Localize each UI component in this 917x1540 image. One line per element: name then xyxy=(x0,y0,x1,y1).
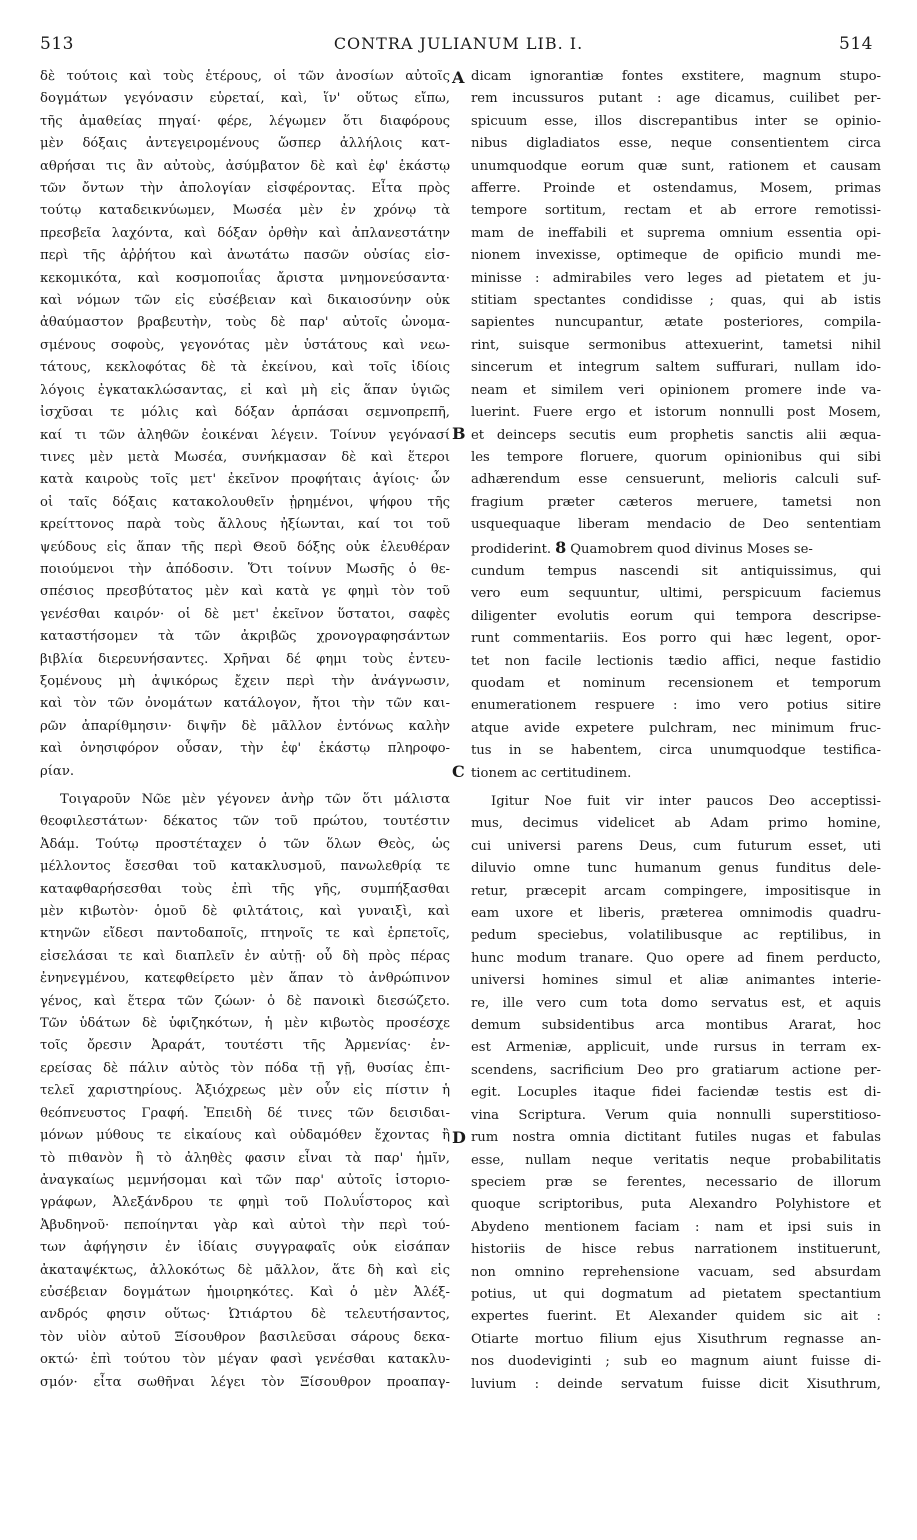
text-line: rum nostra omnia dictitant futiles nugas et fabulas xyxy=(471,1130,881,1146)
text-line: σπέσιος πρεσβύτατος μὲν καὶ κατὰ γε φημὶ τὸν τοῦ xyxy=(40,584,450,600)
text-line: καὶ νόμων τῶν εἰς εὐσέβειαν καὶ δικαιοσύνην οὐκ xyxy=(40,293,450,309)
text-line: βιβλία διερευνήσαντες. Χρῆναι δέ φημι τοὺς ἐντευ- xyxy=(40,651,450,667)
text-line: et deinceps secutis eum prophetis sanctis alii æqua- xyxy=(471,427,881,443)
text-line: diluvio omne tunc humanum genus funditus dele- xyxy=(471,861,881,877)
text-line: vero eum sequuntur, ultimi, perspicuum faciemus xyxy=(471,586,881,602)
text-line: luerint. Fuere ergo et istorum nonnulli post Mosem, xyxy=(471,405,881,421)
text-line: ἰσχῦσαι τε μόλις καὶ δόξαν ἁρπάσαι σεμνοπρεπῆ, xyxy=(40,405,450,421)
text-line: καὶ ὀνησιφόρον οὖσαν, τὴν ἐφ' ἑκάστῳ πληροφο- xyxy=(40,741,450,757)
text-line: μὲν δόξαις ἀντεγειρομένους ὥσπερ ἀλλήλοις κατ- xyxy=(40,136,450,152)
text-line: hunc modum tranare. Quo opere ad finem perducto, xyxy=(471,950,881,966)
text-line: retur, præcepit arcam compingere, impositisque in xyxy=(471,883,881,899)
text-line: neam et similem veri opinionem promere inde va- xyxy=(471,382,881,398)
latin-column xyxy=(471,66,881,1396)
text-line: scendens, sacrificium Deo pro gratiarum actione per- xyxy=(471,1062,881,1078)
text-line: Τῶν ὑδάτων δὲ ὑφιζηκότων, ἡ μὲν κιβωτὸς προσέσχε xyxy=(40,1016,450,1032)
text-line: ερείσας δὲ πάλιν αὐτὸς τὸν πόδα τῇ γῇ, θυσίας ἐπι- xyxy=(40,1060,450,1076)
text-line: unumquodque eorum quæ sunt, rationem et causam xyxy=(471,158,881,174)
text-line: nos duodeviginti ; sub eo magnum aiunt fuisse di- xyxy=(471,1354,881,1370)
text-line: τὸ πιθανὸν ἢ τὸ ἀληθὲς φασιν εἶναι τὰ παρ' ἡμῖν, xyxy=(40,1150,450,1166)
text-line: universi homines simul et aliæ animantes interie- xyxy=(471,973,881,989)
text-line: τῶν ὄντων τὴν ἀπολογίαν εἰσφέροντας. Εἶτα πρὸς xyxy=(40,181,450,197)
text-line: ἀθαύμαστον βραβευτὴν, τοὺς δὲ παρ' αὐτοῖς ὠνομα- xyxy=(40,315,450,331)
text-line: atque avide expetere pulchram, nec minimum fruc- xyxy=(471,720,881,736)
text-line: τῆς ἀμαθείας πηγαί· φέρε, λέγωμεν ὅτι διαφόρους xyxy=(40,113,450,129)
text-line: μόνων μύθους τε εἰκαίους καὶ οὐδαμόθεν ἔχοντας ἢ xyxy=(40,1128,450,1144)
text-line: μὲν κιβωτὸν· ὁμοῦ δὲ φιλτάτοις, καὶ γυναιξὶ, καὶ xyxy=(40,904,450,920)
margin-marker-a: A xyxy=(452,68,465,87)
text-line: τοῖς ὄρεσιν Ἀραράτ, τουτέστι τῆς Ἀρμενίας· ἐν- xyxy=(40,1038,450,1054)
text-line: Igitur Noe fuit vir inter paucos Deo acceptissi- xyxy=(491,794,881,809)
text-line: μέλλοντος ἔσεσθαι τοῦ κατακλυσμοῦ, πανωλεθρίᾳ τε xyxy=(40,859,450,875)
text-line: rint, suisque sermonibus attexuerint, tametsi nihil xyxy=(471,337,881,353)
text-line: οκτώ· ἐπὶ τούτου τὸν μέγαν φασὶ γενέσθαι κατακλυ- xyxy=(40,1352,450,1368)
text-line: runt commentariis. Eos porro qui hæc legent, opor- xyxy=(471,631,881,647)
text-line: les tempore floruere, quorum opinionibus qui sibi xyxy=(471,449,881,465)
text-line: σμόν· εἶτα σωθῆναι λέγει τὸν Ξίσουθρον προαπαγ- xyxy=(40,1374,450,1390)
text-line: historiis de hisce rebus narrationem instituerunt, xyxy=(471,1242,881,1258)
text-line: egit. Locuples itaque fidei faciendæ testis est di- xyxy=(471,1085,881,1101)
text-line: usquequaque liberam mendacio de Deo sententiam xyxy=(471,517,881,533)
text-line: ξομένους μὴ ἀψικόρως ἔχειν περὶ τὴν ἀνάγνωσιν, xyxy=(40,673,450,689)
text-line: enumerationem respuere : imo vero potius sitire xyxy=(471,698,881,714)
text-line: κατὰ καιροὺς τοῖς μετ' ἐκεῖνον προφήταις ἁγίοις· ὧν xyxy=(40,472,450,488)
text-line: tionem ac certitudinem. xyxy=(471,765,632,781)
text-line: δὲ τούτοις καὶ τοὺς ἑτέρους, οἱ τῶν ἀνοσίων αὐτοῖς xyxy=(40,69,450,84)
text-line: γενέσθαι καιρόν· οἱ δὲ μετ' ἐκεῖνον ὕστατοι, σαφὲς xyxy=(40,606,450,622)
text-line: καί τι τῶν ἀληθῶν ἐοικέναι λέγειν. Τοίνυν γεγόνασί xyxy=(40,427,450,443)
text-line: Otiarte mortuo filium ejus Xisuthrum regnasse an- xyxy=(471,1331,881,1347)
text-line: κεκομικότα, καὶ κοσμοποιΐας ἄριστα μνημονεύσαντα· xyxy=(40,270,450,286)
text-line: ποιούμενοι τὴν ἀπόδοσιν. Ὅτι τοίνυν Μωσῆς ὁ θε- xyxy=(40,561,450,577)
text-line: minisse : admirabiles vero leges ad pietatem et ju- xyxy=(471,270,881,286)
text-line: esse, nullam neque veritatis neque probabilitatis xyxy=(471,1152,881,1168)
text-segment: prodiderint. xyxy=(471,541,552,557)
margin-marker-b: B xyxy=(452,424,466,443)
text-line: tempore sortitum, rectam et ab errore remotissi- xyxy=(471,203,881,219)
text-line: ἐνηνεγμένου, κατεφθείρετο μὲν ἅπαν τὸ ἀνθρώπινον xyxy=(40,971,450,987)
text-line: καταφθαρήσεσθαι τοὺς ἐπὶ τῆς γῆς, συμπήξασθαι xyxy=(40,881,450,897)
text-line: vina Scriptura. Verum quia nonnulli superstitioso- xyxy=(471,1107,881,1123)
text-line: rem incussuros putant : age dicamus, cuilibet per- xyxy=(471,91,881,107)
text-line: καταστήσομεν τὰ τῶν ἀκριβῶς χρονογραφησάντων xyxy=(40,629,450,645)
margin-marker-c: C xyxy=(452,762,465,781)
text-line: quodam et nominum recensionem et temporum xyxy=(471,675,881,691)
text-line: mam de ineffabili et suprema omnium essentia opi- xyxy=(471,225,881,241)
text-line: non omnino reprehensione vacuam, sed absurdam xyxy=(471,1264,881,1280)
text-line: est Armeniæ, applicuit, unde rursus in terram ex- xyxy=(471,1040,881,1056)
text-line: εὐσέβειαν δογμάτων ἡμοιρηκότες. Καὶ ὁ μὲν Ἀλέξ- xyxy=(40,1284,450,1300)
text-line: pedum speciebus, volatilibusque ac reptilibus, in xyxy=(471,928,881,944)
right-page-number: 514 xyxy=(839,34,873,54)
text-line: τούτῳ καταδεικνύωμεν, Μωσέα μὲν ἐν χρόνῳ τὰ xyxy=(40,203,450,219)
text-line: τελεῖ χαριστηρίους. Ἀξιόχρεως μὲν οὖν εἰς πίστιν ἡ xyxy=(40,1083,450,1099)
greek-column xyxy=(40,66,450,1394)
text-line: ἀκαταψέκτως, ἀλλοκότως δὲ μᾶλλον, ἅτε δὴ καὶ εἰς xyxy=(40,1262,450,1278)
text-line: afferre. Proinde et ostendamus, Mosem, primas xyxy=(471,181,881,197)
text-line: κρείττονος παρὰ τοὺς ἄλλους ἠξίωνται, καί τοι τοῦ xyxy=(40,517,450,533)
text-line: dicam ignorantiæ fontes exstitere, magnum stupo- xyxy=(471,69,881,84)
text-line: θεόπνευστος Γραφή. Ἐπειδὴ δέ τινες τῶν δεισιδαι- xyxy=(40,1105,450,1121)
text-line: re, ille vero cum tota domo servatus est, et aquis xyxy=(471,995,881,1011)
text-line: potius, ut qui dogmatum ad pietatem spectantium xyxy=(471,1286,881,1302)
text-line: Τοιγαροῦν Νῶε μὲν γέγονεν ἀνὴρ τῶν ὅτι μάλιστα xyxy=(60,792,450,807)
text-line: Ἀδάμ. Τούτῳ προστέταχεν ὁ τῶν ὅλων Θεὸς, ὡς xyxy=(40,836,450,852)
text-line: ανδρός φησιν οὕτως· Ὠτιάρτου δὲ τελευτήσαντος, xyxy=(40,1307,450,1323)
text-line: πρεσβεῖα λαχόντα, καὶ δόξαν ὀρθὴν καὶ ἀπλανεστάτην xyxy=(40,225,450,241)
text-segment: Quamobrem quod divinus Moses se- xyxy=(570,541,813,557)
text-line: γένος, καὶ ἕτερα τῶν ζώων· ὁ δὲ πανοικὶ διεσώζετο. xyxy=(40,993,450,1009)
text-line: nionem invexisse, optimeque de opificio mundi me- xyxy=(471,248,881,264)
text-line: sapientes nuncupantur, ætate posteriores, compila- xyxy=(471,315,881,331)
text-line: quoque scriptoribus, puta Alexandro Polyhistore et xyxy=(471,1197,881,1213)
text-line: λόγοις ἐγκατακλώσαντας, εἰ καὶ μὴ εἰς ἅπαν ὑγιῶς xyxy=(40,382,450,398)
text-line: adhærendum esse censuerunt, melioris calculi suf- xyxy=(471,472,881,488)
text-line: tus in se habentem, circa unumquodque testifica- xyxy=(471,743,881,759)
text-line: Abydeno mentionem faciam : nam et ipsi suis in xyxy=(471,1219,881,1235)
text-line: τάτους, κεκλοφότας δὲ τὰ ἐκείνου, καὶ τοῖς ἰδίοις xyxy=(40,360,450,376)
text-line: θεοφιλεστάτων· δέκατος τῶν τοῦ πρώτου, τουτέστιν xyxy=(40,814,450,830)
text-line: καὶ τὸν τῶν ὀνομάτων κατάλογον, ἤτοι τὴν τῶν και- xyxy=(40,696,450,712)
text-line: περὶ τῆς ἀῤῥήτου καὶ ἀνωτάτω πασῶν οὐσίας εἰσ- xyxy=(40,248,450,264)
section-number: 8 xyxy=(555,537,567,557)
text-line: κτηνῶν εἴδεσι παντοδαποῖς, πτηνοῖς τε καὶ ἑρπετοῖς, xyxy=(40,926,450,942)
text-line: ρίαν. xyxy=(40,763,75,779)
text-line: tet non facile lectionis tædio affici, neque fastidio xyxy=(471,653,881,669)
running-title: CONTRA JULIANUM LIB. I. xyxy=(333,34,584,53)
text-line: stitiam spectantes condidisse ; quas, qui ab istis xyxy=(471,293,881,309)
text-line: τὸν υἱὸν αὐτοῦ Ξίσουθρον βασιλεῦσαι σάρους δεκα- xyxy=(40,1329,450,1345)
text-line: σμένους σοφοὺς, γεγονότας μὲν ὑστάτους καὶ νεω- xyxy=(40,337,450,353)
text-line: mus, decimus videlicet ab Adam primo homine, xyxy=(471,816,881,832)
margin-marker-d: D xyxy=(452,1128,466,1147)
text-line: cundum tempus nascendi sit antiquissimus, qui xyxy=(471,563,881,579)
left-page-number: 513 xyxy=(40,34,74,54)
text-line: αθρήσαι τις ἂν αὐτοὺς, ἀσύμβατον δὲ καὶ ἐφ' ἑκάστῳ xyxy=(40,158,450,174)
text-line: δογμάτων γεγόνασιν εὑρεταί, καὶ, ἵν' οὕτως εἴπω, xyxy=(40,91,450,107)
text-line: ἀναγκαίως μεμνήσομαι καὶ τῶν παρ' αὐτοῖς ἱστοριο- xyxy=(40,1172,450,1188)
text-line: cui universi parens Deus, cum futurum esset, uti xyxy=(471,838,881,854)
text-line: εἰσελάσαι τε καὶ διαπλεῖν ἐν αὐτῇ· οὗ δὴ πρὸς πέρας xyxy=(40,948,450,964)
text-line: nibus digladiatos esse, neque consentientem circa xyxy=(471,136,881,152)
text-line: speciem præ se ferentes, necessario de illorum xyxy=(471,1174,881,1190)
text-line: diligenter evolutis eorum qui tempora descripse- xyxy=(471,608,881,624)
page-header xyxy=(0,34,917,58)
text-line: demum subsidentibus arca montibus Ararat, hoc xyxy=(471,1018,881,1034)
text-line: luvium : deinde servatum fuisse dicit Xisuthrum, xyxy=(471,1376,881,1392)
text-line: Ἀβυδηνοῦ· πεποίηνται γὰρ καὶ αὐτοὶ τὴν περὶ τού- xyxy=(40,1217,450,1233)
text-line: spicuum esse, illos discrepantibus inter se opinio- xyxy=(471,113,881,129)
text-line: γράφων, Ἀλεξάνδρου τε φημὶ τοῦ Πολυΐστορος καὶ xyxy=(40,1195,450,1211)
text-line: fragium præter cæteros meruere, tametsi non xyxy=(471,494,881,510)
text-line: τινες μὲν μετὰ Μωσέα, συνήκμασαν δὲ καὶ ἕτεροι xyxy=(40,449,450,465)
text-line: των ἀφήγησιν ἐν ἰδίαις συγγραφαῖς οὐκ εἰσάπαν xyxy=(40,1240,450,1256)
text-line: sincerum et integrum saltem suffurari, nullam ido- xyxy=(471,360,881,376)
text-line xyxy=(471,537,881,561)
text-line: eam uxore et liberis, præterea omnimodis quadru- xyxy=(471,906,881,922)
text-line: ρῶν ἀπαρίθμησιν· διψῆν δὲ μᾶλλον ἐντόνως καλὴν xyxy=(40,718,450,734)
text-line: expertes fuerint. Et Alexander quidem sic ait : xyxy=(471,1309,881,1325)
text-line: ψεύδους εἰς ἅπαν τῆς περὶ Θεοῦ δόξης οὐκ ἐλευθέραν xyxy=(40,539,450,555)
text-line: οἱ ταῖς δόξαις κατακολουθεῖν ᾑρημένοι, ψήφου τῆς xyxy=(40,494,450,510)
